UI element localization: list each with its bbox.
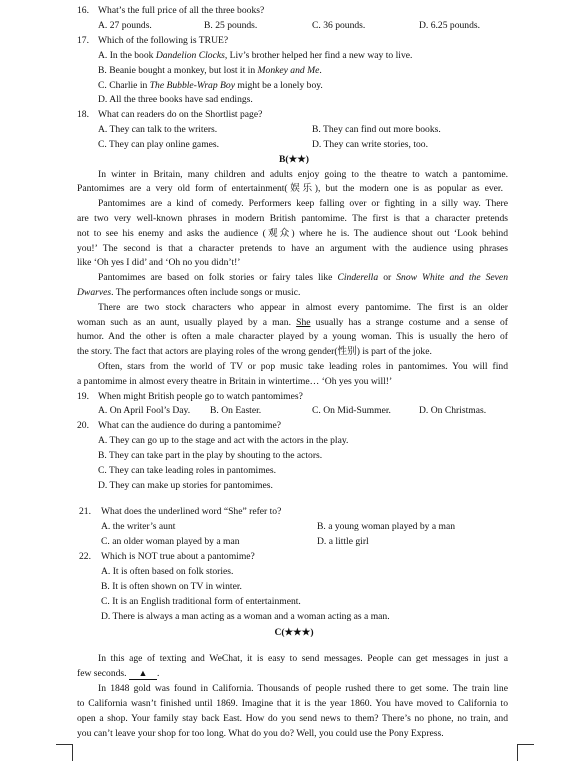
q22-option-b: B. It is often shown on TV in winter. xyxy=(101,581,242,592)
section-b-heading: B(★★) xyxy=(279,154,309,165)
q18-number: 18. xyxy=(77,109,89,120)
passage-b-line: Dwarves. The performances often include songs or music. xyxy=(77,287,301,298)
passage-b-line: Pantomimes are based on folk stories or fairy tales like Cinderella or Snow White and the Seven xyxy=(98,272,508,283)
q21-question: What does the underlined word “She” refer to? xyxy=(101,506,282,517)
q22-option-a: A. It is often based on folk stories. xyxy=(101,566,234,577)
q17-question: Which of the following is TRUE? xyxy=(98,35,229,46)
passage-c-line: to California wasn’t finished until 1869. Imagine that it is the year 1860. You have moved to California to xyxy=(77,698,508,709)
q19-question: When might British people go to watch pantomimes? xyxy=(98,391,303,402)
passage-b-line: like ‘Oh yes I did’ and ‘Oh no you didn’t!’ xyxy=(77,257,241,268)
q19-option-b: B. On Easter. xyxy=(210,405,262,416)
underlined-word-she: She xyxy=(296,317,311,328)
q17-number: 17. xyxy=(77,35,89,46)
q17-option-d: D. All the three books have sad endings. xyxy=(98,94,253,105)
q20-option-d: D. They can make up stories for pantomimes. xyxy=(98,480,273,491)
passage-b-line: Pantomimes are a very old form of entertainment(娱乐), but the modern one is as popular as ever. xyxy=(77,183,503,194)
q16-option-d: D. 6.25 pounds. xyxy=(419,20,481,31)
q20-option-a: A. They can go up to the stage and act with the actors in the play. xyxy=(98,435,349,446)
crop-mark-right xyxy=(517,744,534,761)
passage-b-line: woman such as an aunt, usually played by a man. She usually has a strange costume and a sense of xyxy=(77,317,508,328)
q19-option-a: A. On April Fool’s Day. xyxy=(98,405,191,416)
passage-b-line: the story. The fact that actors are playing roles of the wrong gender(性别) is part of the joke. xyxy=(77,346,432,357)
q16-option-b: B. 25 pounds. xyxy=(204,20,258,31)
q18-question: What can readers do on the Shortlist page? xyxy=(98,109,263,120)
passage-b-line: Pantomimes are a kind of comedy. Performers keep falling over or fighting in a silly way. There xyxy=(98,198,508,209)
q21-option-c: C. an older woman played by a man xyxy=(101,536,240,547)
q22-option-c: C. It is an English traditional form of entertainment. xyxy=(101,596,301,607)
q20-option-c: C. They can take leading roles in pantomimes. xyxy=(98,465,277,476)
q18-option-c: C. They can play online games. xyxy=(98,139,220,150)
answer-blank: ▲ xyxy=(129,668,157,680)
passage-b-line: you!’ The second is that a character pretends to have an argument with the audience using phrases xyxy=(77,243,508,254)
q19-option-d: D. On Christmas. xyxy=(419,405,487,416)
q16-option-c: C. 36 pounds. xyxy=(312,20,366,31)
section-c-heading: C(★★★) xyxy=(274,627,314,638)
passage-b-line: are two very well-known phrases in modern British pantomime. The first is that a character pretends xyxy=(77,213,508,224)
q22-option-d: D. There is always a man acting as a woman and a woman acting as a man. xyxy=(101,611,390,622)
passage-b-line: Often, stars from the world of TV or pop music take leading roles in pantomimes. You will find xyxy=(98,361,508,372)
q19-option-c: C. On Mid-Summer. xyxy=(312,405,391,416)
q18-option-d: D. They can write stories, too. xyxy=(312,139,428,150)
passage-c-line: In this age of texting and WeChat, it is easy to send messages. People can get messages in just a xyxy=(98,653,508,664)
q16-number: 16. xyxy=(77,5,89,16)
passage-c-line: you can’t leave your shop for too long. What do you do? Well, you could use the Pony Express. xyxy=(77,728,444,739)
passage-b-line: a pantomime in almost every theatre in Britain in wintertime… ‘Oh yes you will!’ xyxy=(77,376,393,387)
q19-number: 19. xyxy=(77,391,89,402)
q17-option-a: A. In the book Dandelion Clocks, Liv’s brother helped her find a new way to live. xyxy=(98,50,413,61)
passage-b-line: not to see his enemy and asks the audience (观众) where he is. The audience shout out ‘Look behind xyxy=(77,228,508,239)
q16-option-a: A. 27 pounds. xyxy=(98,20,152,31)
q21-number: 21. xyxy=(79,506,91,517)
q20-number: 20. xyxy=(77,420,89,431)
q21-option-a: A. the writer’s aunt xyxy=(101,521,176,532)
q18-option-b: B. They can find out more books. xyxy=(312,124,441,135)
passage-b-line: There are two stock characters who appear in almost every pantomime. The first is an older xyxy=(98,302,508,313)
q22-question: Which is NOT true about a pantomime? xyxy=(101,551,255,562)
q18-option-a: A. They can talk to the writers. xyxy=(98,124,218,135)
passage-c-line: few seconds. ▲ . xyxy=(77,668,160,679)
q16-question: What’s the full price of all the three books? xyxy=(98,5,265,16)
q17-option-c: C. Charlie in The Bubble-Wrap Boy might be a lonely boy. xyxy=(98,80,323,91)
q20-option-b: B. They can take part in the play by shouting to the actors. xyxy=(98,450,323,461)
q17-option-b: B. Beanie bought a monkey, but lost it in Monkey and Me. xyxy=(98,65,322,76)
q20-question: What can the audience do during a pantomime? xyxy=(98,420,282,431)
crop-mark-left xyxy=(56,744,73,761)
q21-option-d: D. a little girl xyxy=(317,536,369,547)
passage-b-line: In winter in Britain, many children and adults enjoy going to the theatre to watch a pantomime. xyxy=(98,169,508,180)
passage-b-line: humor. And the other is often a male character played by a young woman. This is usually the hero of xyxy=(77,331,508,342)
q22-number: 22. xyxy=(79,551,91,562)
q21-option-b: B. a young woman played by a man xyxy=(317,521,456,532)
passage-c-line: In 1848 gold was found in California. Thousands of people rushed there to get some. The train line xyxy=(98,683,508,694)
passage-c-line: open a shop. Your family stay back East. How do you send news to them? There’s no phone, no train, and xyxy=(77,713,508,724)
